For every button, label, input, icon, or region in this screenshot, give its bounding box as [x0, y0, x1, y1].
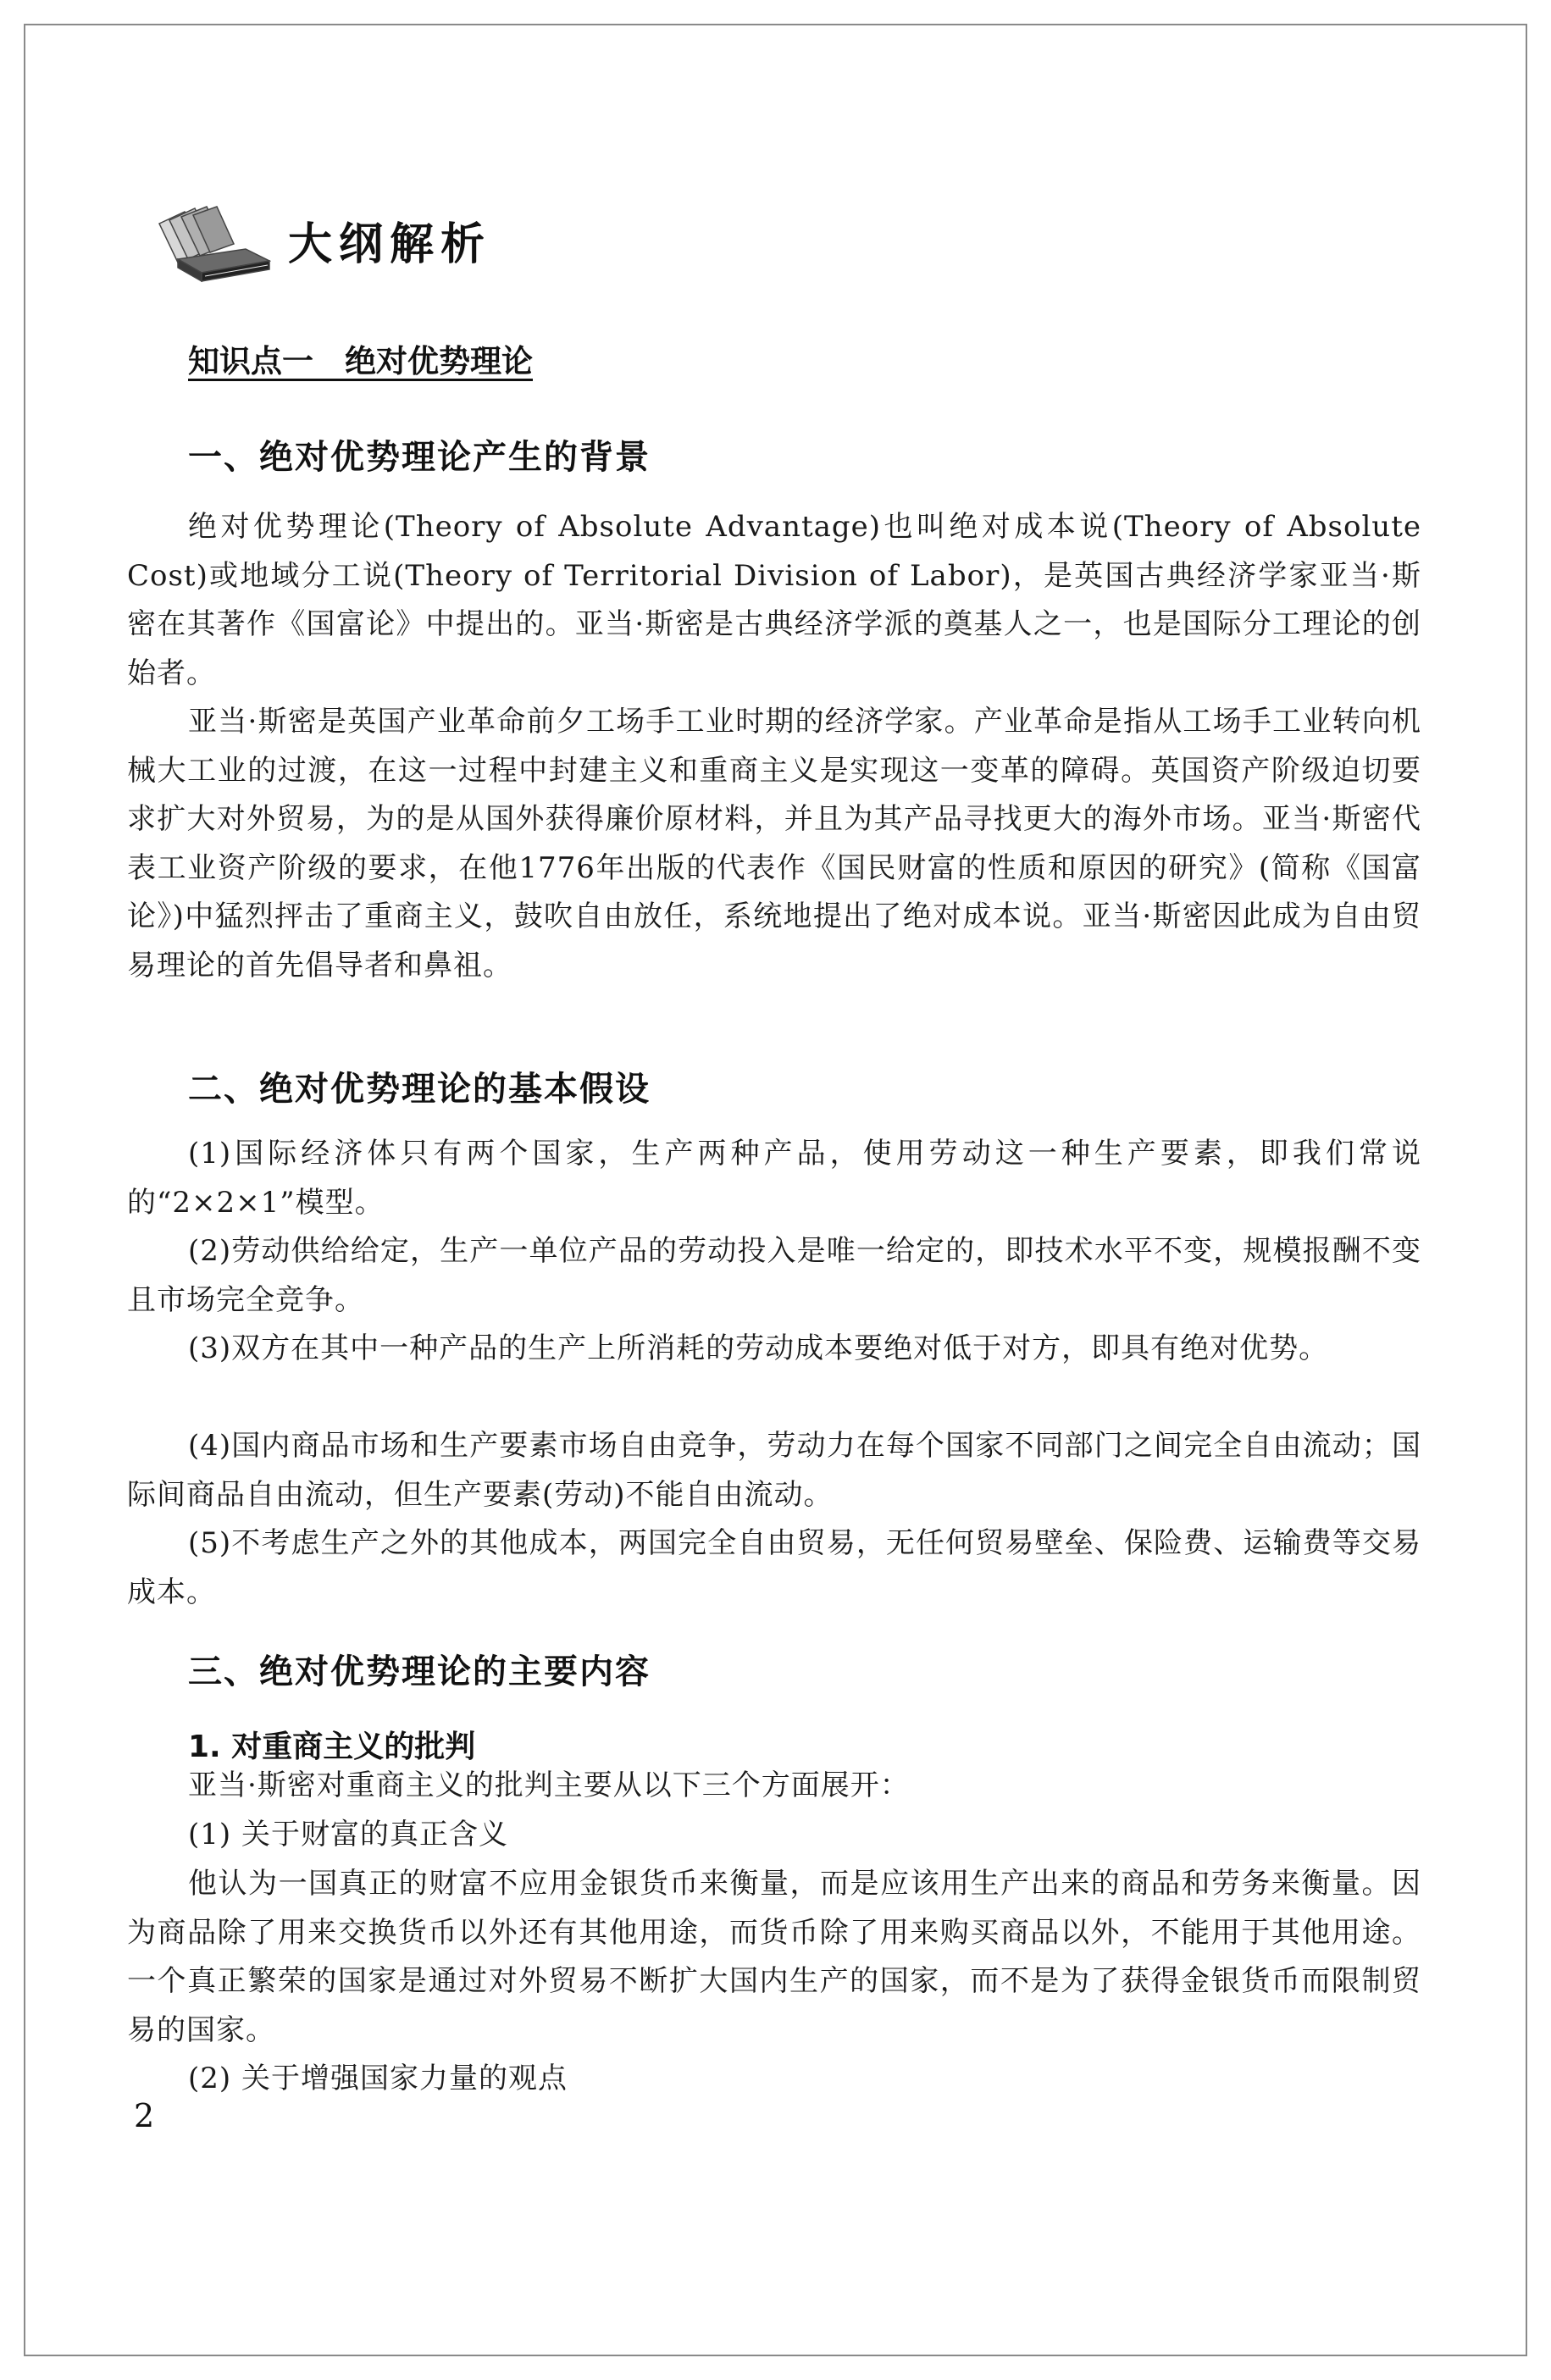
paragraph-background-2: 亚当·斯密是英国产业革命前夕工场手工业时期的经济学家。产业革命是指从工场手工业转向机械大工业的过渡，在这一过程中封建主义和重商主义是实现这一变革的障碍。英国资产阶级迫切要求扩大对外贸易，为的是从国外获得廉价原材料，并且为其产品寻找更大的海外市场。亚当·斯密代表工业资产阶级的要求，在他1776年出版的代表作《国民财富的性质和原因的研究》(简称《国富论》)中猛烈抨击了重商主义，鼓吹自由放任，系统地提出了绝对成本说。亚当·斯密因此成为自由贸易理论的首先倡导者和鼻祖。	[127, 705, 1421, 982]
heading-main-content: 三、绝对优势理论的主要内容	[188, 1652, 651, 1691]
intro-line: 亚当·斯密对重商主义的批判主要从以下三个方面展开：	[188, 1768, 910, 1802]
assumption-item: (5)不考虑生产之外的其他成本，两国完全自由贸易，无任何贸易壁垒、保险费、运输费等交易成本。	[127, 1526, 1421, 1609]
books-icon	[144, 200, 271, 285]
section-header	[144, 200, 822, 293]
point-title: (1) 关于财富的真正含义	[188, 1818, 508, 1851]
assumption-item: (3)双方在其中一种产品的生产上所消耗的劳动成本要绝对低于对方，即具有绝对优势。	[188, 1331, 1329, 1365]
knowledge-point-title: 知识点一 绝对优势理论	[188, 343, 533, 379]
section-title: 大纲解析	[288, 219, 492, 270]
page-number: 2	[134, 2097, 155, 2134]
assumption-item: (2)劳动供给给定，生产一单位产品的劳动投入是唯一给定的，即技术水平不变，规模报酬不变且市场完全竞争。	[127, 1234, 1421, 1317]
heading-background: 一、绝对优势理论产生的背景	[188, 438, 651, 477]
assumption-item: (1)国际经济体只有两个国家，生产两种产品，使用劳动这一种生产要素，即我们常说的“2×2×1”模型。	[127, 1137, 1421, 1220]
subheading-mercantilism-critique: 1. 对重商主义的批判	[188, 1730, 476, 1764]
paragraph-wealth-meaning: 他认为一国真正的财富不应用金银货币来衡量，而是应该用生产出来的商品和劳务来衡量。因为商品除了用来交换货币以外还有其他用途，而货币除了用来购买商品以外，不能用于其他用途。一个真正繁荣的国家是通过对外贸易不断扩大国内生产的国家，而不是为了获得金银货币而限制贸易的国家。	[127, 1867, 1421, 2047]
paragraph-background-1: 绝对优势理论(Theory of Absolute Advantage)也叫绝对成本说(Theory of Absolute Cost)或地域分工说(Theory of Territorial Division of Labor)，是英国古典经济学家亚当·斯密在其著作《国富论》中提出的。亚当·斯密是古典经济学派的奠基人之一，也是国际分工理论的创始者。	[127, 510, 1421, 690]
assumption-item: (4)国内商品市场和生产要素市场自由竞争，劳动力在每个国家不同部门之间完全自由流动；国际间商品自由流动，但生产要素(劳动)不能自由流动。	[127, 1429, 1421, 1512]
point-title: (2) 关于增强国家力量的观点	[188, 2062, 568, 2095]
heading-assumptions: 二、绝对优势理论的基本假设	[188, 1070, 651, 1109]
